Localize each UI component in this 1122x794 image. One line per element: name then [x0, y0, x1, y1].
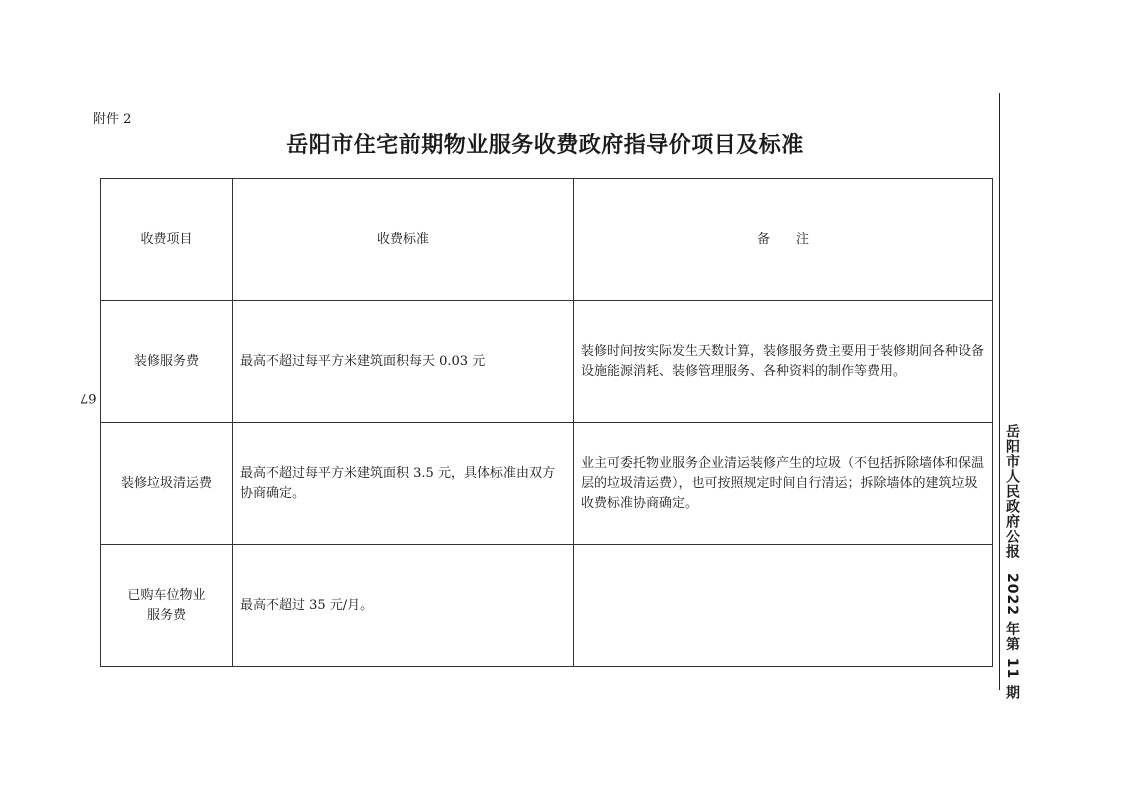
journal-issue: 2022 年第 11 期: [1004, 573, 1020, 701]
table-row: [101, 423, 993, 545]
header-item: 收费项目: [101, 179, 233, 301]
fee-item: 装修服务费: [101, 301, 233, 423]
fee-item: 已购车位物业服务费: [101, 545, 233, 667]
fee-remark: 业主可委托物业服务企业清运装修产生的垃圾（不包括拆除墙体和保温层的垃圾清运费），也可按照规定时间自行清运；拆除墙体的建筑垃圾收费标准协商确定。: [574, 423, 993, 545]
fee-standard: 最高不超过每平方米建筑面积 3.5 元，具体标准由双方协商确定。: [233, 423, 574, 545]
table-row: [101, 301, 993, 423]
fee-item: 装修垃圾清运费: [101, 423, 233, 545]
fee-remark: 装修时间按实际发生天数计算，装修服务费主要用于装修期间各种设备设施能源消耗、装修管理服务、各种资料的制作等费用。: [574, 301, 993, 423]
fee-table: [100, 178, 993, 667]
fee-standard: 最高不超过每平方米建筑面积每天 0.03 元: [233, 301, 574, 423]
header-standard: 收费标准: [233, 179, 574, 301]
fee-standard: 最高不超过 35 元/月。: [233, 545, 574, 667]
header-remark: [574, 179, 993, 301]
page-number: 67: [80, 390, 97, 405]
journal-footer: [1002, 424, 1022, 700]
header-remark-text: 备注: [756, 231, 835, 247]
attachment-label: 附件 2: [93, 112, 132, 127]
fee-remark: [574, 545, 993, 667]
journal-name: 岳阳市人民政府公报: [1004, 424, 1020, 559]
margin-divider: [999, 93, 1000, 690]
table-row: [101, 545, 993, 667]
table-header-row: [101, 179, 993, 301]
document-title: 岳阳市住宅前期物业服务收费政府指导价项目及标准: [286, 132, 804, 158]
